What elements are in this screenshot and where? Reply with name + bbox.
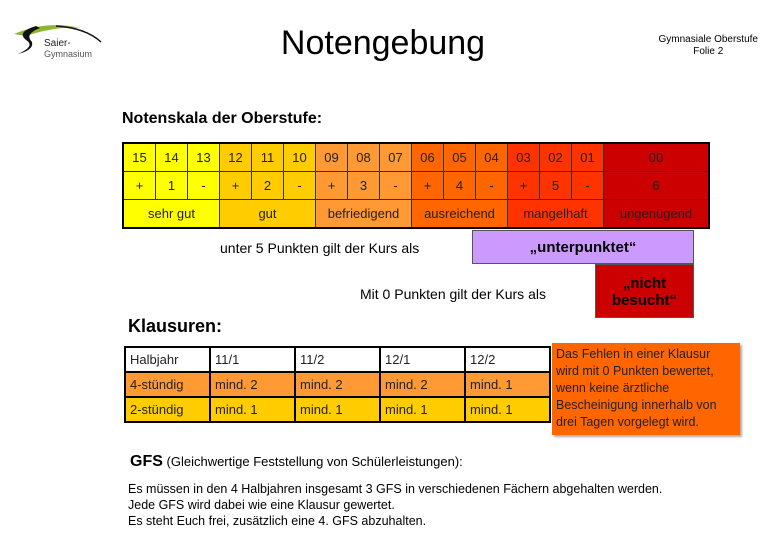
grade-name-cell: ungenügend [604, 200, 710, 229]
klausuren-heading: Klausuren: [128, 316, 223, 336]
mark-cell: - [572, 172, 604, 200]
table-cell: mind. 1 [465, 372, 550, 397]
table-row [125, 372, 550, 397]
klausuren-table [124, 346, 551, 423]
mark-cell: - [188, 172, 220, 200]
points-cell: 08 [348, 143, 380, 172]
slide-number: Folie 2 [693, 46, 724, 57]
under5-text: unter 5 Punkten gilt der Kurs als [220, 240, 420, 256]
mark-cell: 3 [348, 172, 380, 200]
mark-cell: - [476, 172, 508, 200]
points-cell: 05 [444, 143, 476, 172]
table-cell: mind. 1 [465, 397, 550, 422]
zero-points-text: Mit 0 Punkten gilt der Kurs als [360, 286, 546, 302]
mark-cell: - [380, 172, 412, 200]
table-cell: mind. 2 [295, 372, 380, 397]
slide-label [659, 34, 759, 58]
points-cell: 01 [572, 143, 604, 172]
mark-cell: + [412, 172, 444, 200]
table-row [125, 397, 550, 422]
nicht-besucht-badge: „nicht besucht“ [595, 264, 694, 318]
points-cell: 13 [188, 143, 220, 172]
points-cell: 03 [508, 143, 540, 172]
points-cell: 07 [380, 143, 412, 172]
points-cell: 00 [604, 143, 710, 172]
points-cell: 09 [316, 143, 348, 172]
course-label: Gymnasiale Oberstufe [658, 34, 758, 45]
grade-name-cell: mangelhaft [508, 200, 604, 229]
table-cell: 11/2 [295, 347, 380, 372]
mark-cell: + [220, 172, 252, 200]
table-cell: mind. 2 [210, 372, 295, 397]
table-cell: mind. 2 [380, 372, 465, 397]
mark-cell: 2 [252, 172, 284, 200]
points-cell: 11 [252, 143, 284, 172]
points-cell: 15 [123, 143, 156, 172]
points-cell: 04 [476, 143, 508, 172]
points-cell: 12 [220, 143, 252, 172]
grade-name-cell: gut [220, 200, 316, 229]
mark-cell: 6 [604, 172, 710, 200]
table-cell: mind. 1 [210, 397, 295, 422]
page-title: Notengebung [280, 24, 486, 62]
gfs-line: Es müssen in den 4 Halbjahren insgesamt 3 GFS in verschiedenen Fächern abgehalten werden. [128, 482, 663, 496]
table-cell: 11/1 [210, 347, 295, 372]
grade-name-cell: sehr gut [123, 200, 220, 229]
gfs-heading [130, 453, 463, 471]
gfs-abbr: GFS [130, 453, 163, 470]
marks-row [123, 172, 709, 200]
unterpunktet-badge: „unterpunktet“ [472, 230, 694, 264]
gfs-line: Jede GFS wird dabei wie eine Klausur gewertet. [128, 498, 395, 512]
table-row [125, 347, 550, 372]
mark-cell: + [508, 172, 540, 200]
points-row [123, 143, 709, 172]
table-cell: 4-stündig [125, 372, 210, 397]
grade-scale-table [122, 142, 710, 229]
table-cell: 12/1 [380, 347, 465, 372]
gfs-full: (Gleichwertige Feststellung von Schülerleistungen): [166, 454, 463, 469]
mark-cell: + [316, 172, 348, 200]
points-cell: 06 [412, 143, 444, 172]
grade-names-row [123, 200, 709, 229]
points-cell: 10 [284, 143, 316, 172]
table-cell: mind. 1 [380, 397, 465, 422]
svg-text:Saier-: Saier- [44, 38, 71, 49]
mark-cell: 4 [444, 172, 476, 200]
table-cell: 2-stündig [125, 397, 210, 422]
mark-cell: 5 [540, 172, 572, 200]
table-cell: Halbjahr [125, 347, 210, 372]
table-cell: mind. 1 [295, 397, 380, 422]
mark-cell: - [284, 172, 316, 200]
points-cell: 02 [540, 143, 572, 172]
table-cell: 12/2 [465, 347, 550, 372]
grade-name-cell: ausreichend [412, 200, 508, 229]
gfs-text [128, 481, 662, 529]
absence-note: Das Fehlen in einer Klausur wird mit 0 Punkten bewertet, wenn keine ärztliche Bescheinigung innerhalb von drei Tagen vorgelegt wird. [552, 343, 740, 435]
scale-heading: Notenskala der Oberstufe: [122, 110, 323, 127]
svg-text:Gymnasium: Gymnasium [44, 49, 93, 59]
mark-cell: 1 [156, 172, 188, 200]
grade-name-cell: befriedigend [316, 200, 412, 229]
mark-cell: + [123, 172, 156, 200]
gfs-line: Es steht Euch frei, zusätzlich eine 4. GFS abzuhalten. [128, 514, 427, 528]
points-cell: 14 [156, 143, 188, 172]
